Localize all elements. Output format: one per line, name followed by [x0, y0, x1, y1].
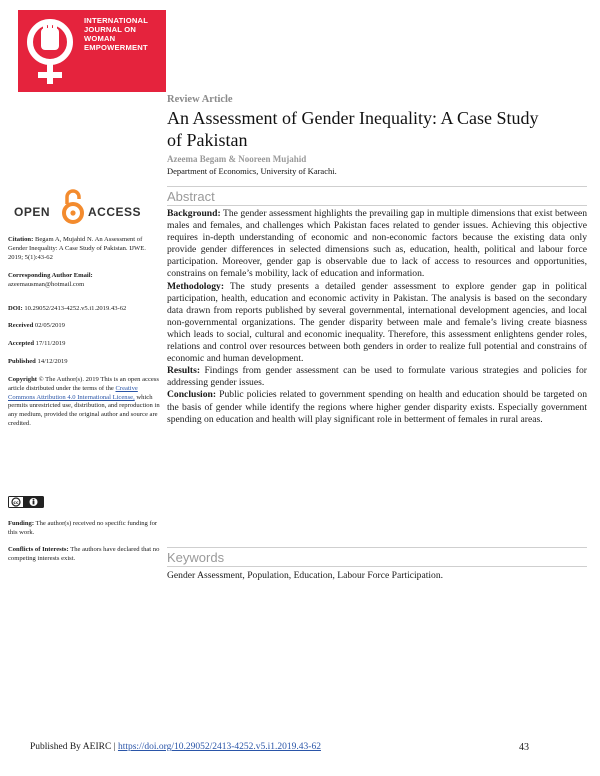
page-number: 43 [519, 742, 529, 753]
abstract-bottom-rule [167, 205, 587, 206]
creative-commons-badge-icon[interactable] [8, 496, 44, 508]
published-label: Published [8, 358, 36, 365]
conflicts-of-interest [8, 546, 160, 564]
open-lock-icon [60, 188, 86, 224]
funding-text: The author(s) received no specific funding for this work. [8, 520, 158, 536]
abstract-results [167, 365, 587, 389]
keywords-text: Gender Assessment, Population, Education, Labour Force Participation. [167, 570, 444, 581]
journal-name-line: EMPOWERMENT [84, 43, 148, 52]
license-link[interactable]: Creative Commons Attribution 4.0 International License, [8, 384, 138, 401]
keywords-heading: Keywords [167, 550, 225, 565]
funding-label: Funding: [8, 520, 35, 527]
accepted-value: 17/11/2019 [35, 340, 66, 347]
conclusion-label: Conclusion: [167, 389, 217, 401]
journal-name [84, 16, 164, 52]
funding [8, 520, 160, 538]
published-date [8, 358, 160, 367]
accepted-label: Accepted [8, 340, 34, 347]
footer-doi-link[interactable]: https://doi.org/10.29052/2413-4252.v5.i1.2019.43-62 [117, 742, 321, 752]
raised-fist-icon [22, 14, 84, 88]
conflicts-text: The authors have declared that no competing interests exist. [8, 546, 160, 562]
article-title: An Assessment of Gender Inequality: A Case Study of Pakistan [167, 108, 539, 150]
open-access-label-left: OPEN [14, 205, 51, 219]
received-value: 02/05/2019 [34, 322, 65, 329]
journal-logo [18, 10, 166, 92]
copyright-suffix: which permits unrestricted use, distribution, and reproduction in any medium, provided the original author and source are credited. [8, 393, 160, 427]
abstract-top-rule [167, 186, 587, 187]
open-access-badge [14, 188, 154, 228]
background-text: The gender assessment highlights the prevailing gap in multiple dimensions that exist between males and females, and challenges which Pakistan faces related to gender issues. Achieving this objective requires in-depth understanding of economic and non-economic factors because the existing data only provide gender differences in selected dimensions such as, education, health, political and labour force participation. Moreover, gender gap is observable due to lack of access to resources and opportunities, constrains on female’s mobility, lack of education and information. [167, 208, 588, 280]
article-authors: Azeema Begam & Nooreen Mujahid [167, 154, 307, 164]
keywords-bottom-rule [167, 566, 587, 567]
copyright-prefix: © The Author(s). 2019 This is an open access article distributed under the terms of the [8, 376, 159, 392]
doi [8, 305, 160, 314]
article-affiliation: Department of Economics, University of Karachi. [167, 166, 337, 176]
publisher: Published By AEIRC | [30, 742, 116, 752]
abstract-body [167, 208, 587, 426]
methodology-label: Methodology: [167, 280, 225, 292]
copyright-notice [8, 376, 160, 429]
journal-name-line: JOURNAL ON [84, 25, 137, 34]
citation-label: Citation: [8, 236, 34, 243]
corresponding-author [8, 272, 160, 290]
doi-text: 10.29052/2413-4252.v5.i1.2019.43-62 [24, 305, 127, 312]
results-label: Results: [167, 365, 201, 377]
article-type: Review Article [167, 94, 233, 105]
journal-name-line: WOMAN [84, 34, 116, 43]
methodology-text: The study presents a detailed gender assessment to explore gender gap in political participation, health, education and economic activity in Pakistan. The analysis is based on the secondary data drawn from reports published by several governmental, international development agencies, and local non-governmental organizations. The gender disparity between male and female’s living create biasness which leads to social, cultural and economic inequality. Therefore, this assessment enlightens gender roles, relations and control over resources between both genders in order to realize full potential and constrains of economic and human development. [167, 280, 587, 365]
open-access-label-right: ACCESS [88, 205, 142, 219]
abstract-heading: Abstract [167, 189, 215, 204]
published-value: 14/12/2019 [37, 358, 68, 365]
cc-badge-text: cc [13, 500, 19, 506]
journal-name-line: INTERNATIONAL [84, 16, 149, 25]
page-footer [30, 742, 321, 752]
received-label: Received [8, 322, 34, 329]
background-label: Background: [167, 208, 221, 219]
citation [8, 236, 160, 262]
results-text: Findings from gender assessment can be used to formulate various strategies and policies for addressing gender issues. [167, 365, 587, 389]
accepted-date [8, 340, 160, 349]
abstract-methodology [167, 281, 587, 366]
copyright-label: Copyright [8, 376, 37, 383]
conflicts-label: Conflicts of Interests: [8, 546, 69, 553]
abstract-background [167, 208, 587, 281]
received-date [8, 322, 160, 331]
citation-text: Begam A, Mujahid N. An Assessment of Gender Inequality: A Case Study of Pakistan. IJWE. 2019; 5(1):43-62 [8, 236, 146, 261]
keywords-top-rule [167, 547, 587, 548]
doi-label: DOI: [8, 305, 23, 312]
conclusion-text: Public policies related to government spending on health and education should be targeted on the basis of gender while identify the regions where higher gender disparity exists. Especially government spending on education and health will play significant role in betterment of females in rural areas. [167, 389, 587, 425]
abstract-conclusion [167, 389, 587, 425]
corresponding-email: azeemausman@hotmail.com [8, 280, 85, 288]
corresponding-label: Corresponding Author Email: [8, 272, 93, 279]
